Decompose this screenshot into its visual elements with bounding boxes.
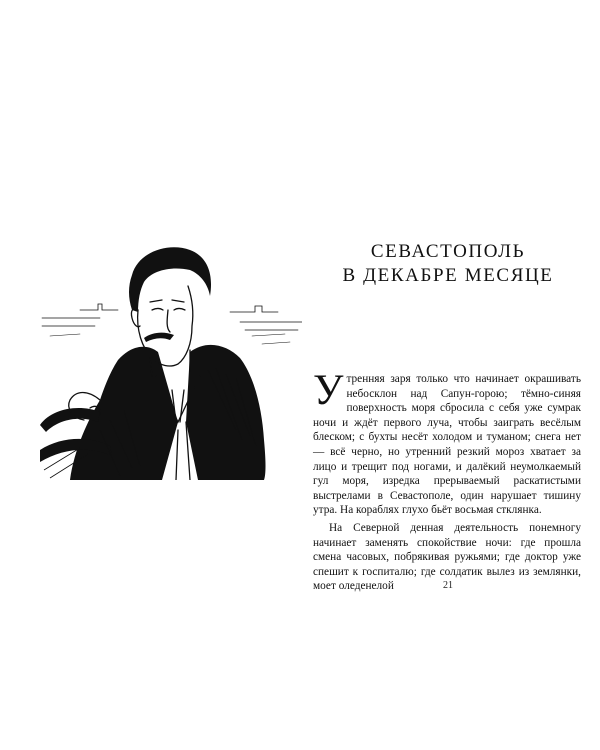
chapter-title (318, 240, 578, 288)
chapter-title-line-2: В ДЕКАБРЕ МЕСЯЦЕ (342, 265, 554, 286)
paragraph-1-text: тренняя заря только что начинает окрашивать небосклон над Сапун-горою; тёмно-синяя поверхность моря сбросила с себя уже сумрак ночи и ждёт первого луча, чтобы заиграть весёлым блеском; с бухты несёт холодом и туманом; снега нет — всё черно, но утренний резкий мороз хватает за лицо и трещит под ногами, и далёкий неумолкаемый гул моря, изредка прерываемый раскатистыми выстрелами в Севастополе, один нарушает тишину утра. На кораблях глухо бьёт восьмая стклянка. (313, 373, 581, 517)
chapter-title-line-1: СЕВАСТОПОЛЬ (370, 241, 526, 262)
body-text (313, 367, 581, 594)
soldier-portrait-illustration (40, 240, 302, 480)
paragraph-1 (313, 367, 581, 518)
drop-cap: У (313, 367, 344, 414)
page-number: 21 (443, 580, 453, 591)
paragraph-2: На Северной денная деятельность понемногу начинает заменять спокойствие ночи: где прошла смена часовых, побрякивая ружьями; где доктор уже спешит к госпиталю; где солдатик вылез из землянки, моет оледенелой (313, 521, 581, 593)
